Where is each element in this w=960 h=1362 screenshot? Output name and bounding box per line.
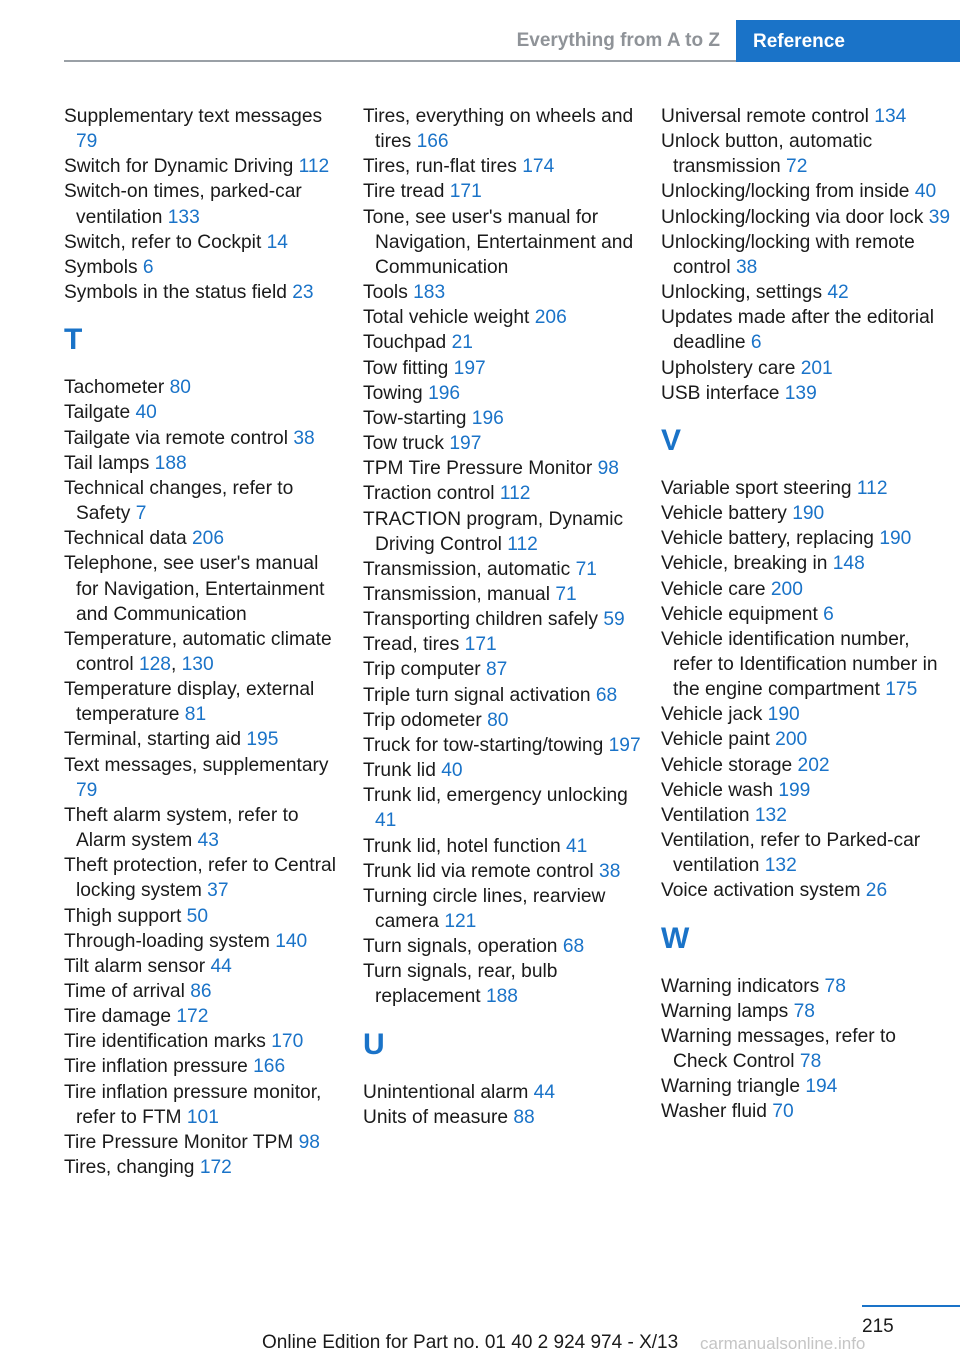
index-entry-term: Variable sport steering (661, 477, 852, 499)
page-link[interactable]: 88 (513, 1106, 535, 1128)
index-entry-term: Traction control (363, 483, 495, 505)
index-entry-term: Warning lamps (661, 1000, 789, 1022)
index-entry (661, 1074, 951, 1099)
page-link[interactable]: 6 (142, 256, 154, 278)
index-entry-term: Transmission, manual (363, 583, 550, 605)
page-link[interactable]: 195 (246, 729, 279, 751)
page-link[interactable]: 121 (444, 911, 477, 932)
index-entry-term: Ventilation (661, 804, 750, 826)
index-entry-term: Universal remote control (661, 106, 869, 127)
index-entry-term: Tires, run-flat tires (363, 156, 517, 178)
index-entry-term: Tread, tires (363, 634, 460, 656)
index-entry-term: Tools (363, 282, 408, 304)
page-link[interactable]: 171 (449, 181, 482, 203)
index-entry (363, 683, 643, 708)
index-entry (64, 1029, 344, 1054)
page-link[interactable]: 79 (76, 779, 98, 801)
header-reference-tab[interactable]: Reference (736, 20, 960, 62)
index-entry-term: TRACTION program, Dynamic Driving Control (363, 508, 624, 555)
page-link[interactable]: 166 (416, 131, 449, 153)
index-entry-term: Vehicle jack (661, 704, 763, 726)
index-entry (661, 1024, 951, 1074)
index-entry-term: Tires, changing (64, 1157, 195, 1179)
page-link[interactable]: 202 (797, 754, 830, 776)
index-entry-term: Tow truck (363, 433, 445, 455)
index-entry-term: Total vehicle weight (363, 307, 530, 329)
index-entry (363, 1080, 643, 1105)
index-entry (661, 230, 951, 280)
index-entry (363, 834, 643, 859)
index-entry (661, 356, 951, 381)
index-entry-term: Symbols (64, 256, 138, 278)
index-entry (363, 507, 643, 557)
watermark: carmanualsonline.info (700, 1334, 866, 1353)
index-entry-term: Vehicle equipment (661, 603, 818, 625)
index-entry-term: Technical data (64, 528, 187, 550)
index-entry (64, 255, 344, 280)
index-entry (64, 104, 344, 154)
index-entry (64, 551, 344, 626)
index-entry (363, 179, 643, 204)
index-entry-term: Tire Pressure Monitor TPM (64, 1131, 294, 1153)
index-entry (661, 828, 951, 878)
index-column-1 (64, 104, 344, 1180)
index-entry (661, 778, 951, 803)
page-link[interactable]: 41 (566, 835, 588, 857)
section-letter-w: W (661, 921, 690, 955)
index-entry-term: Transporting children safely (363, 609, 598, 631)
page-link[interactable]: 38 (599, 860, 621, 882)
index-entry-term: Unlock button, automatic transmission (661, 131, 873, 178)
section-letter-t: T (64, 323, 83, 357)
page-link[interactable]: 98 (298, 1131, 320, 1153)
page-link[interactable]: 190 (767, 704, 800, 726)
page-link[interactable]: 201 (800, 357, 833, 379)
index-entry (661, 753, 951, 778)
index-entry-term: Voice activation system (661, 880, 861, 902)
index-entry-term: Warning messages, refer to Check Control (661, 1025, 896, 1072)
index-entry-term: Tailgate via remote control (64, 427, 288, 449)
page-link[interactable]: 78 (824, 975, 846, 997)
index-entry (363, 934, 643, 959)
index-entry (363, 632, 643, 657)
index-entry (363, 708, 643, 733)
page-link[interactable]: 59 (603, 609, 625, 631)
page-link[interactable]: 190 (879, 528, 912, 550)
index-entry-term: Turning circle lines, rearview camera (363, 885, 606, 932)
page-link[interactable]: 172 (199, 1157, 232, 1179)
index-entry-term: Vehicle battery, replacing (661, 528, 874, 550)
index-entry (661, 179, 951, 204)
index-entry (661, 526, 951, 551)
index-entry-term: Telephone, see user's manual for Navigation, Entertainment and Communication (64, 553, 325, 625)
page-link[interactable]: 101 (186, 1106, 219, 1128)
index-entry-term: Terminal, starting aid (64, 729, 242, 751)
index-entry-term: Trunk lid, emergency unlocking (363, 785, 628, 807)
index-entry (363, 582, 643, 607)
page-link[interactable]: 40 (441, 760, 463, 782)
index-entry-term: Switch, refer to Cockpit (64, 231, 262, 253)
page-link[interactable]: 87 (486, 659, 508, 681)
index-entry (363, 381, 643, 406)
page-link[interactable]: 68 (595, 684, 618, 706)
index-entry-term: Unlocking/locking with remote control (661, 231, 915, 278)
index-entry-term: Technical changes, refer to Safety (64, 477, 294, 525)
page-link[interactable]: 194 (805, 1076, 838, 1098)
index-entry (64, 476, 344, 526)
index-entry: Temperature, automatic climate control 128, 130 (64, 628, 332, 675)
page-link[interactable]: 112 (499, 483, 531, 505)
index-entry-term: Washer fluid (661, 1101, 767, 1123)
index-entry (363, 280, 643, 305)
index-entry (64, 979, 344, 1004)
index-entry (661, 577, 951, 602)
index-entry-term: Tire tread (363, 181, 445, 203)
page-link[interactable]: 206 (192, 528, 225, 550)
page-link[interactable]: 86 (190, 981, 212, 1002)
page-link[interactable]: 112 (507, 533, 538, 555)
index-entry-term: Vehicle identification number, refer to Identification number in the engine compartment (661, 628, 938, 701)
index-entry (64, 1080, 344, 1130)
index-entry (64, 1054, 344, 1079)
index-entry (64, 753, 344, 803)
index-entry (661, 974, 951, 999)
page-link[interactable]: 42 (827, 282, 849, 304)
index-entry-term: Turn signals, operation (363, 936, 558, 958)
index-entry (64, 727, 344, 752)
page-link[interactable]: 6 (750, 332, 762, 354)
page-link[interactable]: 188 (485, 986, 518, 1008)
index-entry-term: Units of measure (363, 1106, 509, 1128)
index-entry-term: Truck for tow-starting/towing (363, 734, 604, 756)
index-entry (661, 280, 951, 305)
page-link[interactable]: 196 (471, 407, 504, 429)
page-link[interactable]: 37 (207, 880, 229, 902)
index-entry-term: Ventilation, refer to Parked-car ventilation (661, 830, 921, 877)
index-entry (64, 451, 344, 476)
index-entry (64, 230, 344, 255)
index-entry (363, 406, 643, 431)
section-letter-u: U (363, 1027, 385, 1061)
page-link[interactable]: 40 (135, 402, 157, 424)
page-link[interactable]: 200 (770, 578, 803, 600)
index-entry (363, 481, 643, 506)
page-link[interactable]: 81 (184, 704, 207, 726)
index-entry-term: Tail lamps (64, 452, 150, 474)
header-section-title: Everything from A to Z (516, 30, 720, 51)
index-entry-term: Vehicle, breaking in (661, 553, 828, 575)
page-link[interactable]: 128 (138, 653, 171, 675)
index-entry-term: Unlocking/locking via door lock (661, 206, 924, 228)
index-entry-term: Trunk lid (363, 760, 436, 782)
index-entry-term: Vehicle wash (661, 779, 773, 801)
page-link[interactable]: 170 (271, 1031, 304, 1053)
index-entry-term: Switch for Dynamic Driving (64, 156, 294, 178)
index-entry-term: Touchpad (363, 332, 447, 354)
footer-edition: Online Edition for Part no. 01 40 2 924 974 - X/13 (262, 1332, 679, 1353)
page-link[interactable]: 44 (210, 955, 232, 977)
index-entry-term: Tires, everything on wheels and tires (363, 106, 634, 153)
index-entry (661, 702, 951, 727)
page-link[interactable]: 175 (885, 679, 918, 701)
index-entry (661, 104, 951, 129)
index-entry-term: Time of arrival (64, 981, 185, 1002)
index-entry (363, 330, 643, 355)
index-entry-term: Vehicle care (661, 578, 766, 600)
page-link[interactable]: 133 (167, 206, 200, 228)
index-entry (661, 627, 951, 702)
index-entry (661, 381, 951, 406)
page-link[interactable]: 71 (575, 558, 597, 580)
page-link[interactable]: 112 (298, 156, 330, 178)
index-entry-term: Trip computer (363, 659, 481, 681)
index-entry (64, 853, 344, 903)
index-entry-term: Switch-on times, parked-car ventilation (64, 181, 302, 228)
page-link[interactable]: 50 (186, 905, 209, 927)
page-link[interactable]: 21 (451, 332, 473, 354)
index-entry-term: Through-loading system (64, 930, 270, 952)
footer-rule (862, 1305, 960, 1307)
index-entry (363, 859, 643, 884)
page-link[interactable]: 166 (253, 1056, 286, 1078)
page-link[interactable]: 183 (413, 282, 446, 304)
index-entry (363, 356, 643, 381)
page-link[interactable]: 38 (293, 427, 315, 449)
page-link[interactable]: 71 (555, 583, 577, 605)
page-link[interactable]: 70 (772, 1101, 794, 1123)
index-entry (661, 602, 951, 627)
index-entry-term: Warning indicators (661, 975, 820, 997)
page-link[interactable]: 44 (533, 1081, 556, 1103)
index-entry-term: Tachometer (64, 377, 165, 399)
index-entry (64, 280, 344, 305)
page-link[interactable]: 197 (453, 357, 486, 379)
page-link[interactable]: 200 (775, 729, 808, 751)
index-entry-term: Trip odometer (363, 709, 482, 731)
page-link[interactable]: 171 (464, 634, 497, 656)
index-entry-term: Trunk lid via remote control (363, 860, 594, 882)
page-link[interactable]: 39 (928, 206, 951, 228)
index-entry (64, 929, 344, 954)
page-link[interactable]: 196 (428, 382, 461, 404)
index-entry-term: Unlocking, settings (661, 282, 823, 304)
index-entry-term: Turn signals, rear, bulb replacement (363, 961, 558, 1008)
index-entry-term: Triple turn signal activation (363, 684, 591, 706)
page-link[interactable]: 78 (799, 1051, 822, 1072)
index-entry (661, 878, 951, 903)
page-link[interactable]: 139 (784, 382, 817, 404)
page-link[interactable]: 79 (76, 131, 98, 153)
index-entry-term: Trunk lid, hotel function (363, 835, 561, 857)
index-entry (64, 677, 344, 727)
index-entry-term: Transmission, automatic (363, 558, 571, 580)
page-link[interactable]: 174 (522, 156, 555, 178)
index-entry-term: Thigh support (64, 905, 182, 927)
index-entry (363, 884, 643, 934)
page-link[interactable]: 132 (754, 804, 787, 826)
index-entry (661, 999, 951, 1024)
page-link[interactable]: 41 (375, 810, 397, 832)
page-link[interactable]: 72 (786, 156, 808, 178)
index-entry (64, 1004, 344, 1029)
index-entry (661, 551, 951, 576)
page-link[interactable]: 148 (832, 553, 865, 575)
index-entry-term: Towing (363, 382, 423, 404)
index-entry-term: Text messages, supplementary (64, 754, 329, 776)
index-entry (363, 783, 643, 833)
index-entry-term: Tow-starting (363, 407, 467, 429)
index-entry-term: Tire damage (64, 1006, 172, 1028)
index-entry-term: Unlocking/locking from inside (661, 181, 910, 203)
index-entry (363, 456, 643, 481)
page-link[interactable]: 43 (197, 830, 219, 852)
page-link[interactable]: 132 (764, 855, 797, 877)
index-entry-term: Tone, see user's manual for Navigation, Entertainment and Communication (363, 206, 634, 278)
page-link[interactable]: 80 (169, 377, 191, 399)
index-entry-term: Unintentional alarm (363, 1081, 529, 1103)
index-entry (363, 657, 643, 682)
index-entry (363, 431, 643, 456)
index-entry-term: Updates made after the editorial deadline (661, 307, 935, 354)
index-entry (363, 959, 643, 1009)
page-link[interactable]: 23 (292, 282, 314, 304)
page-link[interactable]: 197 (608, 734, 641, 756)
index-entry-term: USB interface (661, 382, 780, 404)
index-entry (363, 305, 643, 330)
index-entry-term: Vehicle paint (661, 729, 770, 751)
index-entry-term: Symbols in the status field (64, 282, 287, 304)
index-entry-term: Tire inflation pressure (64, 1056, 248, 1078)
index-entry (64, 426, 344, 451)
page-link[interactable]: 206 (534, 307, 567, 329)
index-entry-term: Supplementary text messages (64, 106, 323, 127)
index-entry-term: Tow fitting (363, 357, 449, 379)
page-link[interactable]: 197 (449, 433, 482, 455)
index-entry (64, 803, 344, 853)
index-entry (64, 904, 344, 929)
index-entry (363, 104, 643, 154)
index-entry (64, 1155, 344, 1180)
page-link[interactable]: 112 (856, 477, 888, 499)
index-entry-term: Temperature, automatic climate control (64, 628, 332, 675)
index-entry (363, 154, 643, 179)
index-entry-term: Tire identification marks (64, 1031, 266, 1053)
index-entry (363, 733, 643, 758)
index-entry-term: Temperature display, external temperature (64, 679, 315, 726)
index-entry (64, 179, 344, 229)
page-link[interactable]: 98 (597, 458, 619, 480)
section-letter-v: V (661, 423, 682, 457)
index-entry (363, 1105, 643, 1130)
index-column-3 (661, 104, 951, 1124)
index-entry-term: Vehicle storage (661, 754, 793, 776)
page-link[interactable]: 199 (778, 779, 811, 801)
index-entry (64, 375, 344, 400)
index-column-2 (363, 104, 643, 1130)
index-entry (64, 526, 344, 551)
index-entry (661, 1099, 951, 1124)
index-entry-term: Theft alarm system, refer to Alarm system (64, 804, 299, 852)
page-link[interactable]: 190 (792, 503, 825, 525)
page-link[interactable]: 134 (874, 106, 907, 127)
index-entry (661, 129, 951, 179)
page-link[interactable]: 130 (181, 653, 214, 675)
page-link[interactable]: 26 (865, 880, 888, 902)
page-link[interactable]: 38 (735, 256, 758, 278)
index-entry-term: Tilt alarm sensor (64, 955, 206, 977)
page-link[interactable]: 6 (823, 603, 834, 625)
index-entry (661, 727, 951, 752)
page-link[interactable]: 188 (154, 452, 187, 474)
index-entry-term: Tailgate (64, 402, 131, 424)
page-link[interactable]: 7 (135, 503, 147, 525)
page-number: 215 (862, 1316, 894, 1337)
index-entry-term: Tire inflation pressure monitor, refer to FTM (64, 1081, 322, 1128)
index-entry (363, 205, 643, 280)
index-entry-term: Vehicle battery (661, 503, 787, 525)
index-entry (661, 501, 951, 526)
index-entry (661, 305, 951, 355)
index-entry (64, 954, 344, 979)
index-entry (64, 154, 344, 179)
page-link[interactable]: 172 (176, 1006, 209, 1028)
index-entry (363, 758, 643, 783)
index-entry (64, 400, 344, 425)
page-link[interactable]: 80 (487, 709, 509, 731)
index-entry (363, 607, 643, 632)
page-link[interactable]: 78 (793, 1000, 815, 1022)
index-entry-term: Upholstery care (661, 357, 796, 379)
page-link[interactable]: 40 (914, 181, 937, 203)
index-entry-term: TPM Tire Pressure Monitor (363, 458, 593, 480)
index-entry (661, 476, 951, 501)
index-entry (363, 557, 643, 582)
index-entry (64, 1130, 344, 1155)
index-entry (661, 803, 951, 828)
page-link[interactable]: 68 (562, 936, 585, 958)
index-entry-term: Warning triangle (661, 1076, 800, 1098)
page-link[interactable]: 140 (275, 930, 308, 952)
page-link[interactable]: 14 (266, 231, 288, 253)
index-entry (661, 205, 951, 230)
index-entry-term: Theft protection, refer to Central locking system (64, 855, 336, 902)
